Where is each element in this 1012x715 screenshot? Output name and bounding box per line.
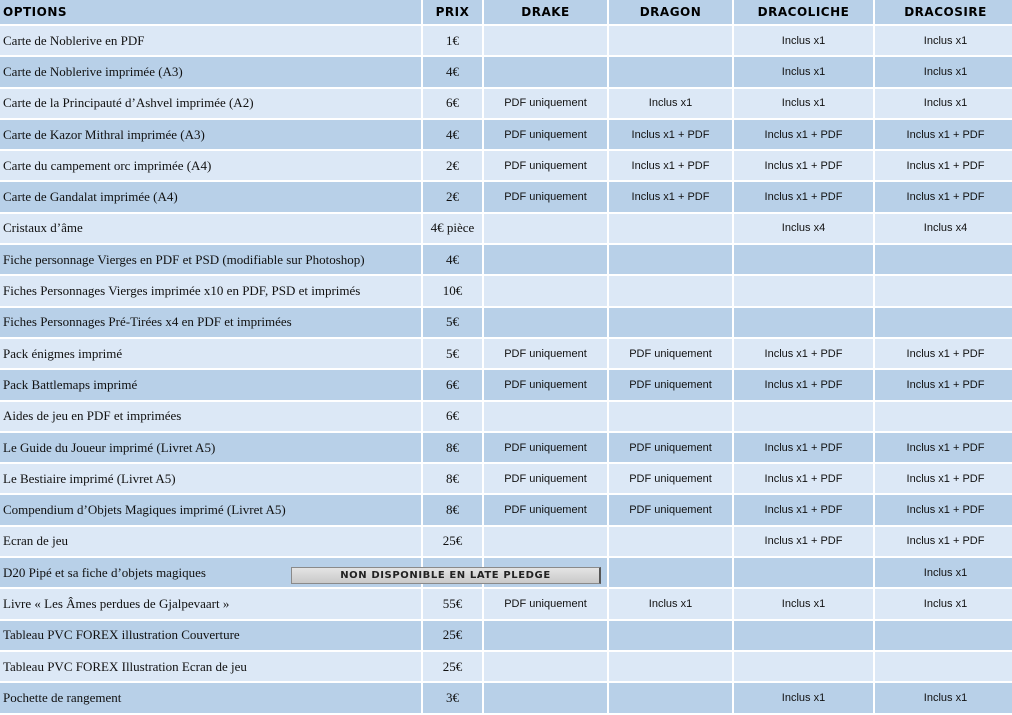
table-row xyxy=(0,182,1012,213)
header-options: OPTIONS xyxy=(0,0,421,26)
dragon-cell xyxy=(609,683,732,714)
table-row xyxy=(0,652,1012,683)
price-cell: 3€ xyxy=(423,683,482,714)
dragon-cell xyxy=(609,652,732,683)
dracosire-cell: Inclus x1 + PDF xyxy=(875,182,1012,213)
option-label: Fiches Personnages Pré-Tirées x4 en PDF et imprimées xyxy=(0,308,421,339)
option-label: Compendium d’Objets Magiques imprimé (Livret A5) xyxy=(0,495,421,526)
option-label: Carte de Noblerive imprimée (A3) xyxy=(0,57,421,88)
dragon-cell xyxy=(609,276,732,307)
drake-cell xyxy=(484,26,607,57)
table-row xyxy=(0,120,1012,151)
option-label: Ecran de jeu xyxy=(0,527,421,558)
price-cell: 5€ xyxy=(423,308,482,339)
dragon-cell: Inclus x1 + PDF xyxy=(609,182,732,213)
dracosire-cell: Inclus x1 + PDF xyxy=(875,120,1012,151)
option-label: Livre « Les Âmes perdues de Gjalpevaart » xyxy=(0,589,421,620)
dragon-cell: Inclus x1 xyxy=(609,589,732,620)
price-cell: 6€ xyxy=(423,402,482,433)
dracoliche-cell xyxy=(734,652,873,683)
table-row xyxy=(0,89,1012,120)
drake-cell: PDF uniquement xyxy=(484,89,607,120)
dracoliche-cell: Inclus x1 xyxy=(734,26,873,57)
price-cell: 8€ xyxy=(423,495,482,526)
option-label: Pack Battlemaps imprimé xyxy=(0,370,421,401)
dragon-cell xyxy=(609,527,732,558)
dragon-cell: Inclus x1 + PDF xyxy=(609,151,732,182)
table-row xyxy=(0,339,1012,370)
option-label: Fiches Personnages Vierges imprimée x10 en PDF, PSD et imprimés xyxy=(0,276,421,307)
table-row xyxy=(0,308,1012,339)
table-row xyxy=(0,495,1012,526)
dracosire-cell: Inclus x1 + PDF xyxy=(875,339,1012,370)
dracoliche-cell: Inclus x1 + PDF xyxy=(734,120,873,151)
dragon-cell xyxy=(609,402,732,433)
drake-cell: PDF uniquement xyxy=(484,120,607,151)
drake-cell: PDF uniquement xyxy=(484,339,607,370)
dracoliche-cell: Inclus x1 + PDF xyxy=(734,151,873,182)
price-cell: 25€ xyxy=(423,527,482,558)
table-row xyxy=(0,464,1012,495)
price-cell: 2€ xyxy=(423,151,482,182)
drake-cell xyxy=(484,214,607,245)
dracosire-cell: Inclus x1 + PDF xyxy=(875,370,1012,401)
drake-cell xyxy=(484,652,607,683)
table-row xyxy=(0,433,1012,464)
price-cell: 5€ xyxy=(423,339,482,370)
dragon-cell xyxy=(609,245,732,276)
dragon-cell xyxy=(609,308,732,339)
drake-cell xyxy=(484,308,607,339)
dracoliche-cell: Inclus x1 + PDF xyxy=(734,370,873,401)
dracosire-cell: Inclus x1 xyxy=(875,558,1012,589)
dracosire-cell: Inclus x4 xyxy=(875,214,1012,245)
dracoliche-cell: Inclus x1 xyxy=(734,589,873,620)
drake-cell xyxy=(484,527,607,558)
price-cell: 1€ xyxy=(423,26,482,57)
drake-cell: PDF uniquement xyxy=(484,182,607,213)
dracoliche-cell: Inclus x1 + PDF xyxy=(734,182,873,213)
dracosire-cell xyxy=(875,245,1012,276)
dracosire-cell: Inclus x1 + PDF xyxy=(875,527,1012,558)
table-row xyxy=(0,527,1012,558)
price-cell: 4€ pièce xyxy=(423,214,482,245)
dracosire-cell xyxy=(875,276,1012,307)
drake-cell xyxy=(484,683,607,714)
dracoliche-cell: Inclus x1 + PDF xyxy=(734,339,873,370)
dragon-cell: PDF uniquement xyxy=(609,464,732,495)
drake-cell xyxy=(484,621,607,652)
header-drake: DRAKE xyxy=(484,0,607,26)
table-row xyxy=(0,402,1012,433)
dracoliche-cell: Inclus x1 + PDF xyxy=(734,464,873,495)
table-row xyxy=(0,26,1012,57)
drake-cell xyxy=(484,57,607,88)
dragon-cell: PDF uniquement xyxy=(609,370,732,401)
option-label: Tableau PVC FOREX Illustration Ecran de jeu xyxy=(0,652,421,683)
option-label: Tableau PVC FOREX illustration Couverture xyxy=(0,621,421,652)
header-dracoliche: DRACOLICHE xyxy=(734,0,873,26)
price-cell: 25€ xyxy=(423,621,482,652)
dracosire-cell: Inclus x1 xyxy=(875,57,1012,88)
table-row xyxy=(0,151,1012,182)
drake-cell: PDF uniquement xyxy=(484,433,607,464)
option-label: Pack énigmes imprimé xyxy=(0,339,421,370)
table-row xyxy=(0,621,1012,652)
drake-cell: PDF uniquement xyxy=(484,370,607,401)
price-cell: 8€ xyxy=(423,464,482,495)
option-label: Le Guide du Joueur imprimé (Livret A5) xyxy=(0,433,421,464)
option-label: Carte de Kazor Mithral imprimée (A3) xyxy=(0,120,421,151)
price-cell: 55€ xyxy=(423,589,482,620)
option-label: Cristaux d’âme xyxy=(0,214,421,245)
dragon-cell xyxy=(609,26,732,57)
dracosire-cell: Inclus x1 + PDF xyxy=(875,495,1012,526)
dracosire-cell: Inclus x1 + PDF xyxy=(875,464,1012,495)
dracosire-cell: Inclus x1 xyxy=(875,26,1012,57)
dragon-cell: Inclus x1 + PDF xyxy=(609,120,732,151)
late-pledge-banner: NON DISPONIBLE EN LATE PLEDGE xyxy=(291,567,601,584)
drake-cell: PDF uniquement xyxy=(484,151,607,182)
dracoliche-cell xyxy=(734,276,873,307)
table-row xyxy=(0,57,1012,88)
option-label: Le Bestiaire imprimé (Livret A5) xyxy=(0,464,421,495)
dragon-cell xyxy=(609,214,732,245)
table-row xyxy=(0,214,1012,245)
dragon-cell xyxy=(609,57,732,88)
dragon-cell: PDF uniquement xyxy=(609,495,732,526)
dracosire-cell xyxy=(875,652,1012,683)
dracoliche-cell xyxy=(734,558,873,589)
table-row xyxy=(0,370,1012,401)
dracoliche-cell: Inclus x1 xyxy=(734,683,873,714)
option-label: Carte de la Principauté d’Ashvel imprimée (A2) xyxy=(0,89,421,120)
dracosire-cell: Inclus x1 xyxy=(875,683,1012,714)
option-label: Aides de jeu en PDF et imprimées xyxy=(0,402,421,433)
price-cell: 8€ xyxy=(423,433,482,464)
table-row xyxy=(0,683,1012,714)
dracoliche-cell: Inclus x1 + PDF xyxy=(734,495,873,526)
drake-cell xyxy=(484,245,607,276)
dracosire-cell xyxy=(875,402,1012,433)
table-body xyxy=(0,26,1012,715)
dracosire-cell: Inclus x1 + PDF xyxy=(875,151,1012,182)
dracoliche-cell xyxy=(734,308,873,339)
header-dragon: DRAGON xyxy=(609,0,732,26)
price-cell: 4€ xyxy=(423,120,482,151)
price-cell: 2€ xyxy=(423,182,482,213)
price-cell: 6€ xyxy=(423,370,482,401)
dracoliche-cell: Inclus x1 + PDF xyxy=(734,527,873,558)
dracoliche-cell: Inclus x4 xyxy=(734,214,873,245)
table-row xyxy=(0,245,1012,276)
table-header-row xyxy=(0,0,1012,26)
dragon-cell: Inclus x1 xyxy=(609,89,732,120)
price-cell: 10€ xyxy=(423,276,482,307)
price-cell: 4€ xyxy=(423,245,482,276)
drake-cell xyxy=(484,402,607,433)
drake-cell: PDF uniquement xyxy=(484,464,607,495)
dracoliche-cell: Inclus x1 xyxy=(734,89,873,120)
drake-cell: PDF uniquement xyxy=(484,495,607,526)
dracoliche-cell xyxy=(734,245,873,276)
price-cell: 25€ xyxy=(423,652,482,683)
dracoliche-cell: Inclus x1 + PDF xyxy=(734,433,873,464)
option-label: Pochette de rangement xyxy=(0,683,421,714)
table-row xyxy=(0,276,1012,307)
option-label: Carte du campement orc imprimée (A4) xyxy=(0,151,421,182)
dragon-cell xyxy=(609,621,732,652)
option-label: D20 Pipé et sa fiche d’objets magiques xyxy=(0,558,421,589)
header-prix: PRIX xyxy=(423,0,482,26)
price-cell: 6€ xyxy=(423,89,482,120)
price-cell: 4€ xyxy=(423,57,482,88)
dracosire-cell: Inclus x1 xyxy=(875,89,1012,120)
drake-cell xyxy=(484,276,607,307)
dragon-cell xyxy=(609,558,732,589)
table-row xyxy=(0,589,1012,620)
header-dracosire: DRACOSIRE xyxy=(875,0,1012,26)
dracosire-cell: Inclus x1 + PDF xyxy=(875,433,1012,464)
dracosire-cell: Inclus x1 xyxy=(875,589,1012,620)
option-label: Carte de Gandalat imprimée (A4) xyxy=(0,182,421,213)
drake-cell: PDF uniquement xyxy=(484,589,607,620)
option-label: Carte de Noblerive en PDF xyxy=(0,26,421,57)
option-label: Fiche personnage Vierges en PDF et PSD (modifiable sur Photoshop) xyxy=(0,245,421,276)
dracoliche-cell xyxy=(734,621,873,652)
dragon-cell: PDF uniquement xyxy=(609,433,732,464)
dracoliche-cell: Inclus x1 xyxy=(734,57,873,88)
dracosire-cell xyxy=(875,621,1012,652)
dracosire-cell xyxy=(875,308,1012,339)
dragon-cell: PDF uniquement xyxy=(609,339,732,370)
dracoliche-cell xyxy=(734,402,873,433)
